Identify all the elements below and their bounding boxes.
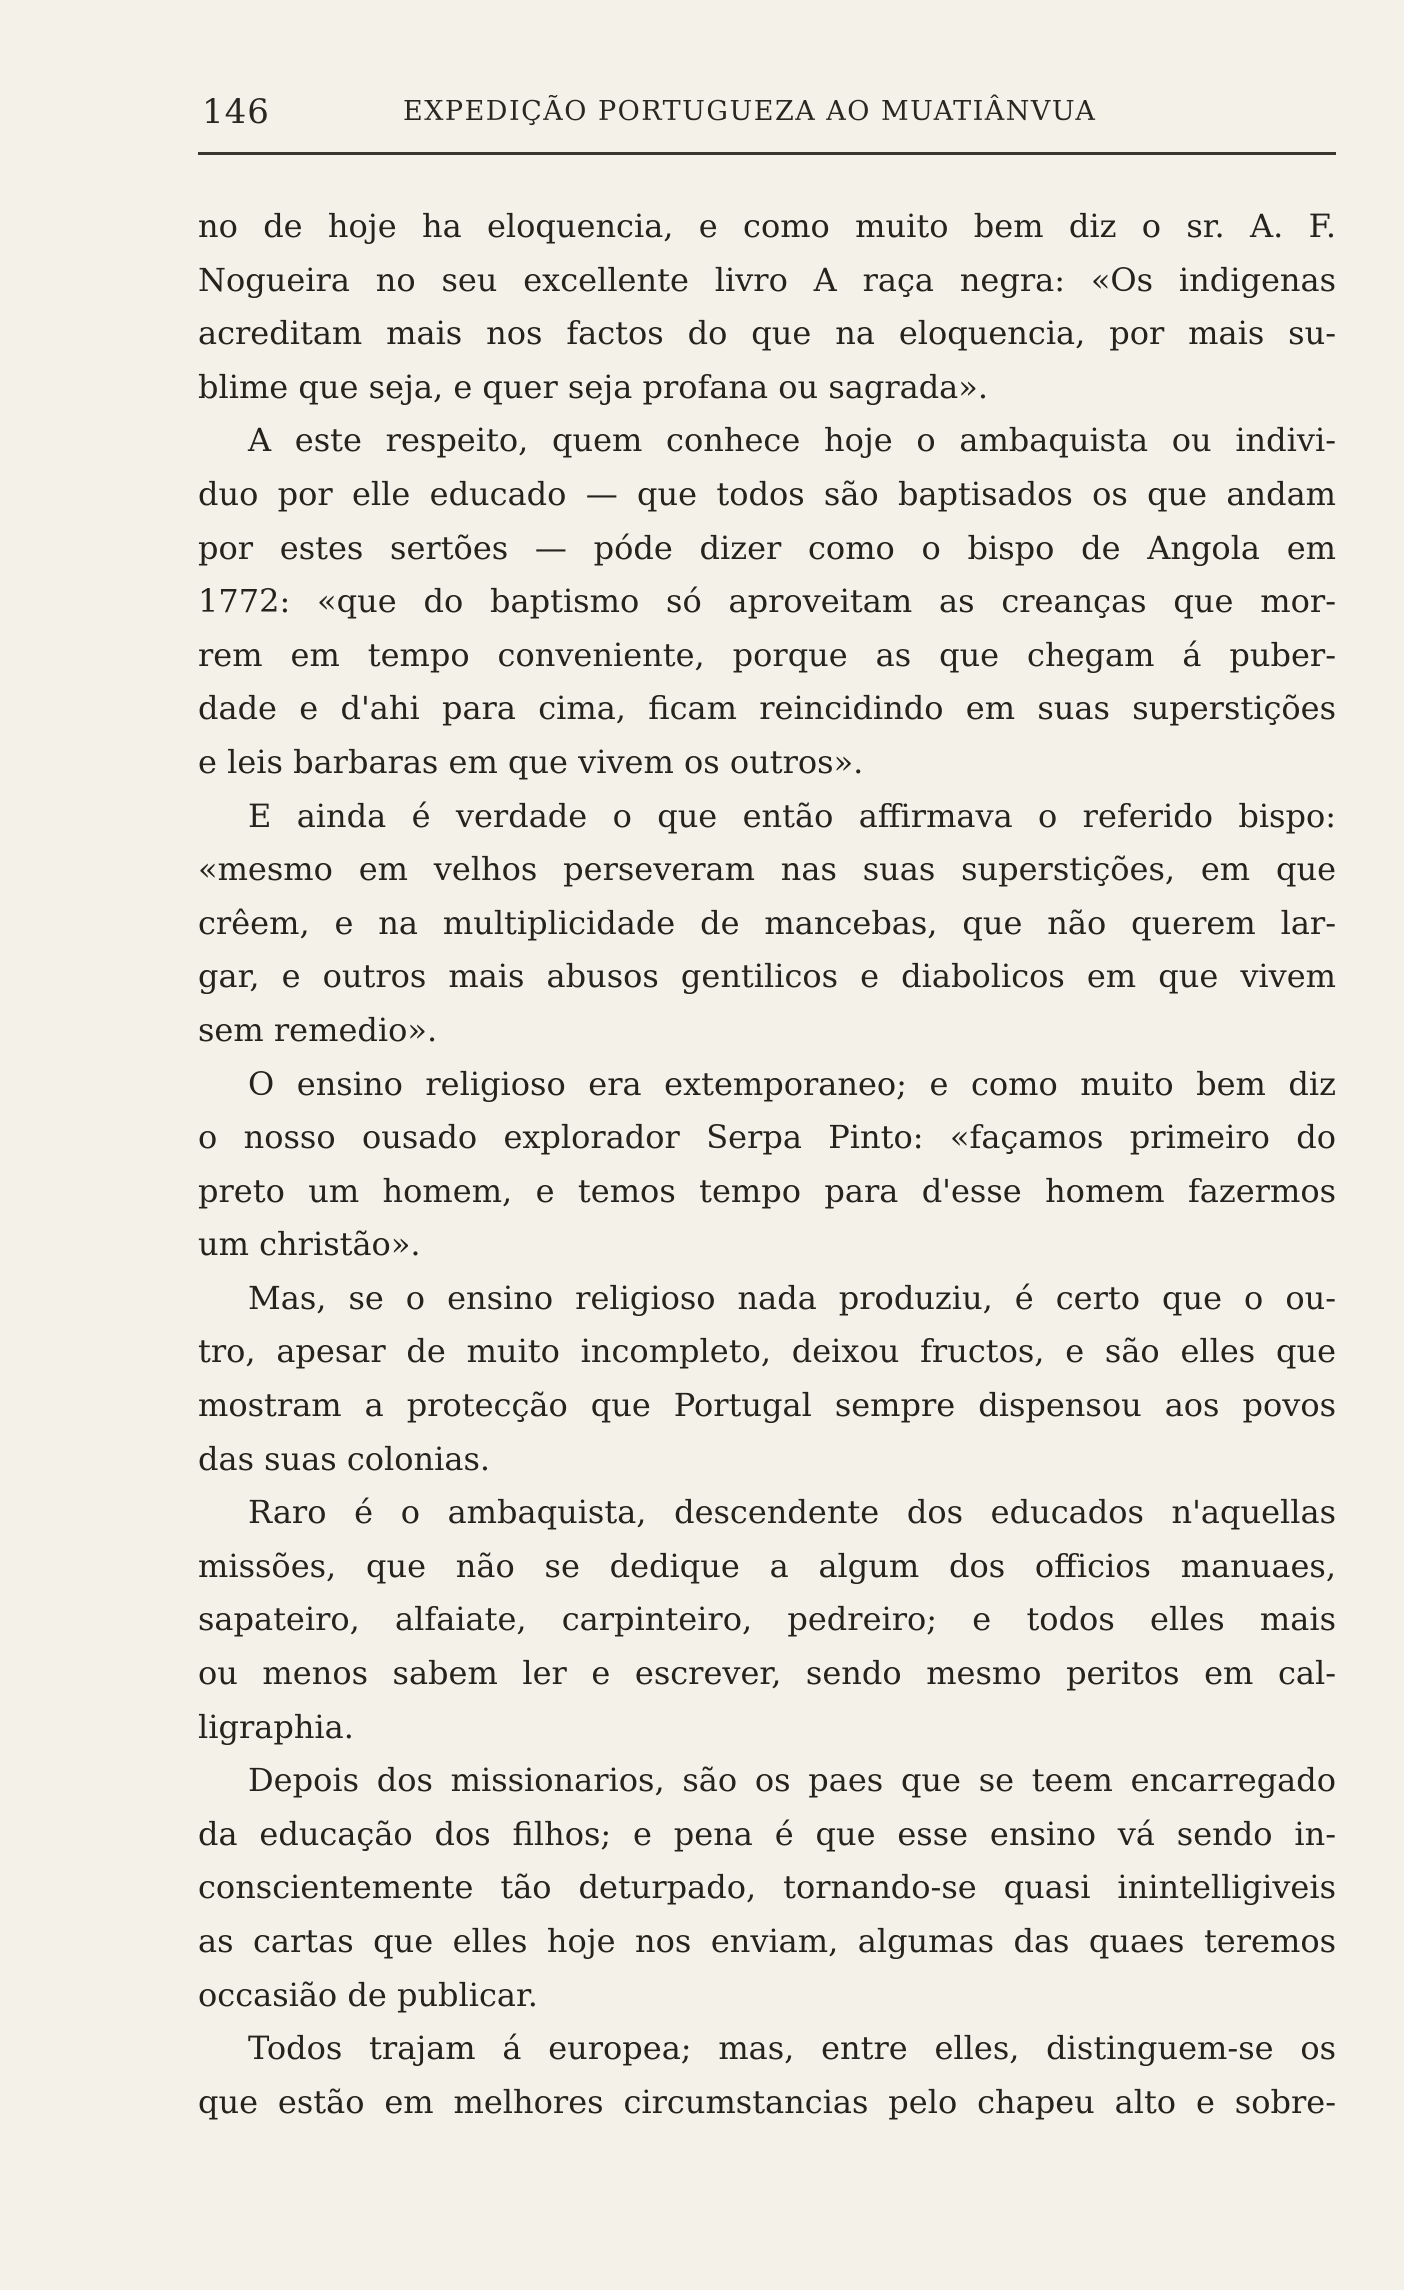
text-line: O ensino religioso era extemporaneo; e como muito bem diz (248, 1064, 1336, 1103)
text-line: o nosso ousado explorador Serpa Pinto: «façamos primeiro do (198, 1118, 1336, 1157)
text-line: conscientemente tão deturpado, tornando-se quasi inintelligiveis (198, 1868, 1336, 1907)
text-line: gar, e outros mais abusos gentilicos e diabolicos em que vivem (198, 957, 1336, 996)
text-line: dade e d'ahi para cima, ficam reincidindo em suas superstições (198, 689, 1336, 728)
text-line: que estão em melhores circumstancias pelo chapeu alto e sobre- (198, 2082, 1336, 2121)
text-line: Depois dos missionarios, são os paes que se teem encarregado (248, 1761, 1336, 1800)
text-line: Raro é o ambaquista, descendente dos educados n'aquellas (248, 1493, 1336, 1532)
paragraph (198, 1486, 1336, 1754)
text-line: das suas colonias. (198, 1439, 491, 1478)
text-line: preto um homem, e temos tempo para d'esse homem fazermos (198, 1171, 1336, 1210)
text-line: Todos trajam á europea; mas, entre elles, distinguem-se os (248, 2029, 1336, 2068)
text-line: blime que seja, e quer seja profana ou sagrada». (198, 367, 988, 406)
paragraph (198, 200, 1336, 414)
text-line: e leis barbaras em que vivem os outros». (198, 742, 864, 781)
running-title: EXPEDIÇÃO PORTUGUEZA AO MUATIÂNVUA (403, 96, 1097, 127)
body-text (198, 200, 1336, 2129)
text-line: um christão». (198, 1225, 421, 1264)
text-line: A este respeito, quem conhece hoje o ambaquista ou indivi- (248, 421, 1336, 460)
text-line: mostram a protecção que Portugal sempre dispensou aos povos (198, 1386, 1336, 1425)
text-line: missões, que não se dedique a algum dos officios manuaes, (198, 1546, 1336, 1585)
paragraph (198, 414, 1336, 789)
paragraph (198, 2022, 1336, 2129)
text-line: E ainda é verdade o que então affirmava o referido bispo: (248, 796, 1336, 835)
text-line: ou menos sabem ler e escrever, sendo mesmo peritos em cal- (198, 1654, 1336, 1693)
text-line: crêem, e na multiplicidade de mancebas, que não querem lar- (198, 903, 1336, 942)
text-line: «mesmo em velhos perseveram nas suas superstições, em que (198, 850, 1336, 889)
text-line: da educação dos filhos; e pena é que esse ensino vá sendo in- (198, 1814, 1336, 1853)
text-line: duo por elle educado — que todos são baptisados os que andam (198, 474, 1336, 513)
paragraph (198, 790, 1336, 1058)
text-line: rem em tempo conveniente, porque as que chegam á puber- (198, 635, 1336, 674)
text-line: ligraphia. (198, 1707, 354, 1746)
text-line: tro, apesar de muito incompleto, deixou fructos, e são elles que (198, 1332, 1336, 1371)
paragraph (198, 1058, 1336, 1272)
text-line: acreditam mais nos factos do que na eloquencia, por mais su- (198, 314, 1336, 353)
paragraph (198, 1754, 1336, 2022)
text-line: sapateiro, alfaiate, carpinteiro, pedreiro; e todos elles mais (198, 1600, 1336, 1639)
header-rule (198, 152, 1336, 155)
text-line: Nogueira no seu excellente livro A raça negra: «Os indigenas (198, 260, 1336, 299)
page-header (198, 86, 1336, 144)
text-line: occasião de publicar. (198, 1975, 538, 2014)
paragraph (198, 1272, 1336, 1486)
book-page (198, 86, 1336, 2121)
text-line: no de hoje ha eloquencia, e como muito bem diz o sr. A. F. (198, 207, 1336, 245)
text-line: as cartas que elles hoje nos enviam, algumas das quaes teremos (198, 1922, 1336, 1960)
text-line: Mas, se o ensino religioso nada produziu, é certo que o ou- (248, 1278, 1336, 1317)
page-number: 146 (202, 92, 270, 132)
text-line: por estes sertões — póde dizer como o bispo de Angola em (198, 528, 1336, 567)
text-line: 1772: «que do baptismo só aproveitam as creanças que mor- (198, 582, 1336, 621)
text-line: sem remedio». (198, 1010, 438, 1049)
